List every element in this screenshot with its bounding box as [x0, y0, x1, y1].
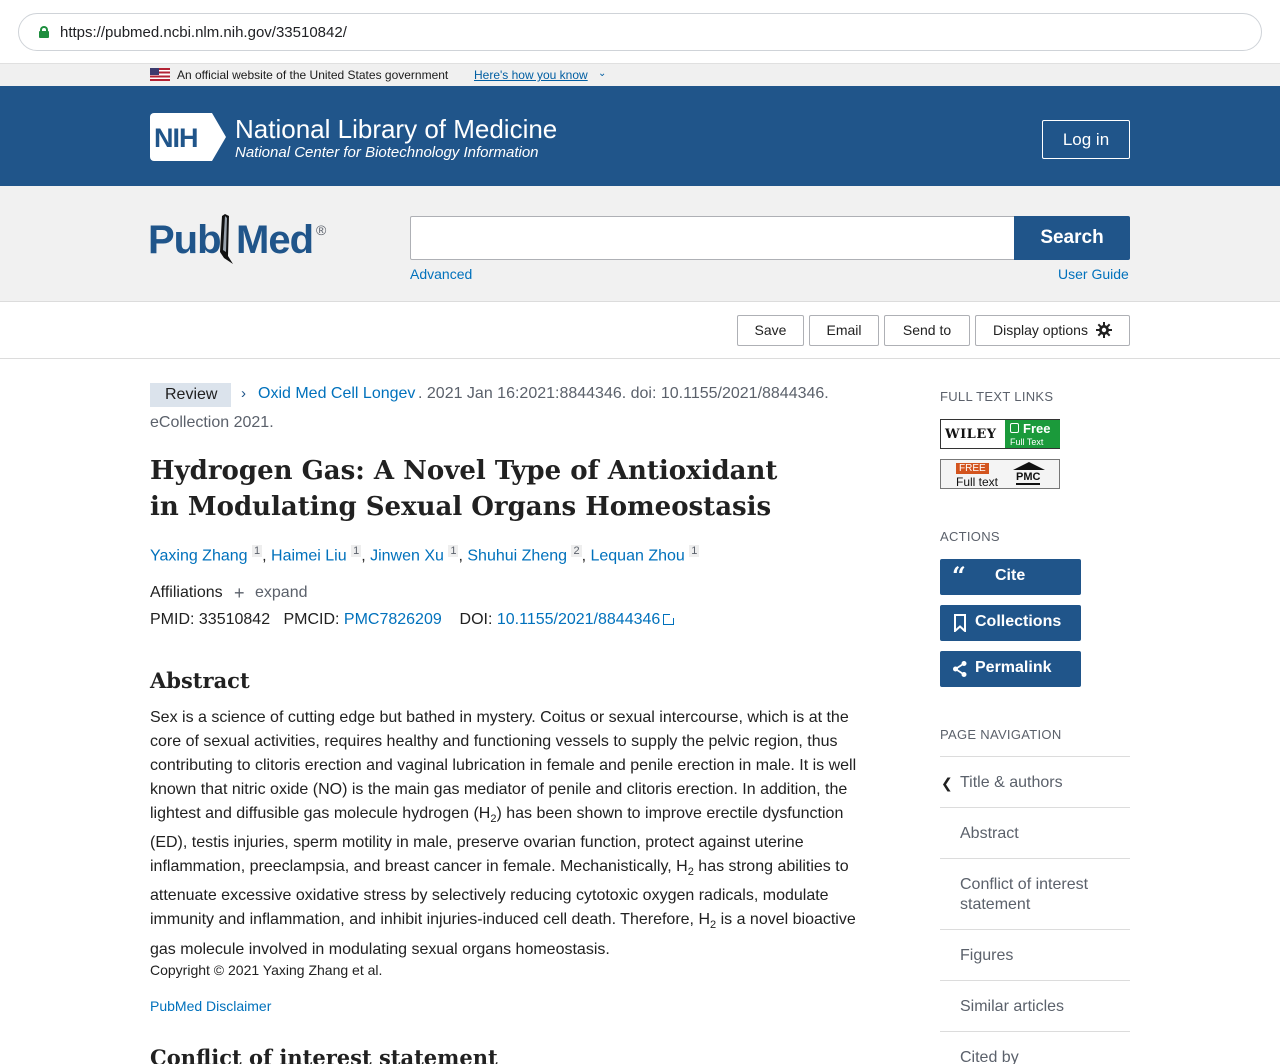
nav-item-title-authors[interactable]: [940, 757, 1130, 808]
page-navigation-list: [940, 756, 1130, 1064]
nav-item-label: Conflict of interest statement: [960, 876, 1089, 913]
collections-button[interactable]: [940, 605, 1081, 641]
plus-icon[interactable]: +: [234, 583, 245, 603]
nav-item-cited-by[interactable]: [940, 1032, 1130, 1064]
abstract-part: ) has been shown to improve erectile dysfunction (ED), testis injuries, sperm motility in male, preserve ovarian function, protect against uterine inflammation, preeclampsia, and breast cancer in female. Mechanistically, H: [150, 805, 844, 876]
pmc-free-label: FREE: [956, 463, 989, 474]
nav-item-label: Abstract: [960, 825, 1019, 842]
coi-heading: Conflict of interest statement: [150, 1045, 498, 1064]
free-full-text-badge: [1005, 420, 1060, 448]
gov-banner-text: An official website of the United States government: [177, 68, 449, 82]
pubmed-logo[interactable]: [148, 208, 338, 278]
nih-logo-text: NIH: [154, 123, 198, 153]
pmcid-link[interactable]: PMC7826209: [343, 611, 442, 628]
lock-icon: [39, 26, 49, 38]
gear-icon: [1096, 322, 1112, 338]
nav-item-conflict-of-interest[interactable]: [940, 859, 1130, 930]
advanced-search-link[interactable]: Advanced: [410, 266, 473, 282]
nlm-title[interactable]: National Library of Medicine: [235, 114, 558, 144]
affiliation-ref[interactable]: 1: [450, 545, 457, 557]
actions-heading: ACTIONS: [940, 529, 1000, 544]
affiliation-ref[interactable]: 1: [254, 545, 261, 557]
quote-icon: “: [952, 561, 966, 590]
subscript: 2: [710, 919, 717, 932]
expand-affiliations-button[interactable]: expand: [255, 584, 308, 601]
display-options-label: Display options: [993, 322, 1088, 338]
affiliation-ref[interactable]: 1: [691, 545, 698, 557]
pmid-label: PMID:: [150, 611, 195, 628]
subscript: 2: [687, 866, 694, 879]
nav-item-label: Similar articles: [960, 998, 1065, 1015]
doi-label: DOI:: [459, 611, 493, 628]
permalink-button[interactable]: [940, 651, 1081, 687]
address-bar[interactable]: [18, 13, 1262, 51]
author-list: Yaxing Zhang $^1$ , Haimei Liu $^1$ , Jinwen Xu $^1$ , Shuhui Zheng $^2$ , Lequan Zhou $^1$: [150, 545, 698, 565]
author-link[interactable]: Shuhui Zheng: [467, 547, 568, 565]
nav-item-label: Figures: [960, 947, 1014, 964]
registered-mark: ®: [316, 222, 327, 238]
doi-link[interactable]: 10.1155/2021/8844346: [496, 611, 661, 628]
chevron-down-icon[interactable]: ⌄: [598, 68, 607, 79]
subscript: 2: [490, 813, 497, 826]
gov-banner-link[interactable]: Here's how you know: [474, 68, 588, 82]
unlock-icon: [1010, 423, 1019, 433]
journal-link[interactable]: Oxid Med Cell Longev: [258, 385, 416, 402]
abstract-text: [150, 706, 872, 962]
author-link[interactable]: Jinwen Xu: [370, 547, 444, 565]
share-icon: [952, 660, 968, 678]
article-identifiers: [150, 611, 674, 629]
pmc-full-text-link[interactable]: [940, 459, 1060, 489]
article-title: Hydrogen Gas: A Novel Type of Antioxidant in Modulating Sexual Organs Homeostasis: [150, 456, 778, 522]
collections-label: Collections: [975, 613, 1062, 630]
full-text-links-heading: FULL TEXT LINKS: [940, 389, 1054, 404]
external-link-icon[interactable]: [663, 614, 674, 625]
full-text-label: Full Text: [1010, 437, 1044, 447]
citation-ecollection: eCollection 2021.: [150, 414, 274, 431]
pubmed-logo-med: Med: [236, 218, 313, 262]
login-button[interactable]: Log in: [1042, 120, 1130, 159]
search-button[interactable]: Search: [1014, 216, 1130, 260]
author-link[interactable]: Lequan Zhou: [590, 547, 685, 565]
bookmark-icon: [952, 614, 968, 632]
affiliation-ref[interactable]: 1: [353, 545, 360, 557]
article-toolbar: [0, 302, 1280, 359]
abstract-part: has strong abilities to attenuate excessive oxidative stress by selectively reducing cytotoxic oxygen radicals, modulate immunity and inflammation, and inhibit injuries-induced cell death. Therefore, H: [150, 858, 849, 929]
nih-logo[interactable]: [150, 113, 228, 161]
citation-details: . 2021 Jan 16:2021:8844346. doi: 10.1155/2021/8844346.: [418, 385, 829, 402]
pmid-value: 33510842: [198, 611, 271, 628]
copyright-notice: Copyright © 2021 Yaxing Zhang et al.: [150, 962, 383, 978]
affiliations-label: Affiliations: [150, 584, 223, 601]
permalink-label: Permalink: [975, 659, 1052, 676]
cite-label: Cite: [995, 567, 1026, 584]
cite-button[interactable]: [940, 559, 1081, 595]
pmc-logo-icon: [1013, 462, 1045, 487]
browser-chrome: [0, 0, 1280, 63]
search-band: [0, 186, 1280, 302]
page-navigation-heading: PAGE NAVIGATION: [940, 727, 1062, 742]
nav-item-abstract[interactable]: [940, 808, 1130, 859]
free-label: Free: [1023, 421, 1051, 436]
pmcid-label: PMCID:: [283, 611, 340, 628]
abstract-heading: Abstract: [150, 668, 250, 693]
pmc-full-text-label: Full text: [956, 475, 999, 489]
us-flag-icon: [150, 68, 170, 81]
nlm-subtitle: National Center for Biotechnology Information: [235, 144, 539, 161]
display-options-button[interactable]: [975, 315, 1130, 346]
chevron-right-icon[interactable]: ›: [241, 385, 246, 402]
abstract-part: is a novel bioactive gas molecule involved in modulating sexual organs homeostasis.: [150, 911, 856, 958]
abstract-part: Sex is a science of cutting edge but bathed in mystery. Coitus or sexual intercourse, which is at the core of sexual activities, requires healthy and functioning vessels to supply the pelvic region, thus contributing to clitoris erection and vaginal lubrication in female and penile erection in male. It is well known that nitric oxide (NO) is the main gas mediator of penile and clitoris erection. In addition, the lightest and diffusible gas molecule hydrogen (H: [150, 709, 857, 822]
chevron-left-icon: ❮: [941, 775, 953, 791]
author-link[interactable]: Yaxing Zhang: [150, 547, 248, 565]
author-link[interactable]: Haimei Liu: [271, 547, 347, 565]
search-input[interactable]: [410, 216, 1015, 260]
nav-item-figures[interactable]: [940, 930, 1130, 981]
pmc-logo-text: PMC: [1016, 471, 1041, 483]
nav-item-similar-articles[interactable]: [940, 981, 1130, 1032]
gov-banner: [0, 63, 1280, 86]
email-button[interactable]: Email: [809, 315, 879, 346]
save-button[interactable]: Save: [737, 315, 804, 346]
wiley-full-text-link[interactable]: [940, 419, 1060, 449]
user-guide-link[interactable]: User Guide: [1058, 266, 1129, 282]
nav-item-label: Cited by: [960, 1049, 1019, 1064]
url-text[interactable]: https://pubmed.ncbi.nlm.nih.gov/33510842/: [60, 24, 347, 41]
affiliation-ref[interactable]: 2: [573, 545, 580, 557]
pubmed-logo-pub: Pub: [148, 218, 221, 262]
quill-icon: [216, 212, 234, 266]
pubmed-disclaimer-link[interactable]: PubMed Disclaimer: [150, 998, 272, 1014]
nlm-header: [0, 86, 1280, 186]
article-type-badge: Review: [150, 383, 231, 407]
nav-item-label: Title & authors: [960, 774, 1063, 791]
send-to-button[interactable]: Send to: [884, 315, 970, 346]
wiley-logo-text: WILEY: [945, 427, 997, 442]
